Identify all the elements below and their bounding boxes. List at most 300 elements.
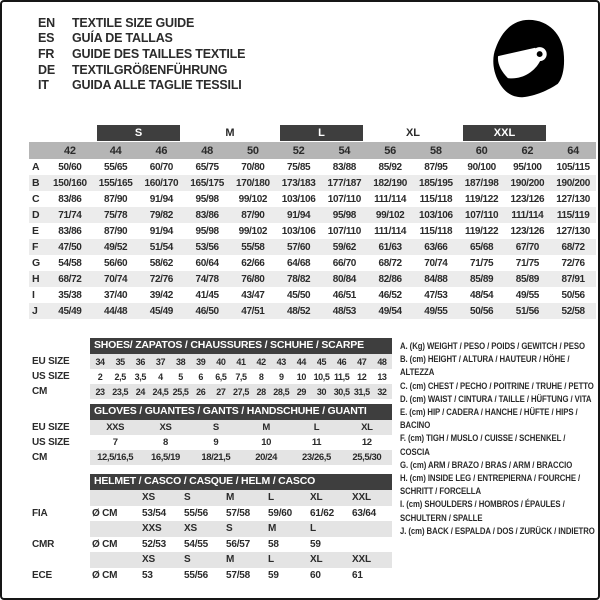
value-cell: 127/130: [556, 225, 590, 237]
value-cell: 51/56: [515, 305, 540, 317]
value-cell: S: [184, 492, 191, 504]
value-cell: 90/100: [467, 161, 496, 173]
row-label: US SIZE: [32, 371, 70, 382]
value-cell: 155/165: [98, 177, 133, 189]
value-cell: XXL: [352, 492, 371, 504]
value-cell: 119/122: [465, 193, 499, 205]
value-cell: 28,5: [273, 386, 290, 397]
row-letter: B: [32, 177, 40, 189]
value-cell: 49/54: [378, 305, 402, 317]
size-number-cell: 60: [475, 144, 488, 157]
value-cell: 70/80: [241, 161, 265, 173]
value-cell: 10: [261, 437, 272, 448]
value-cell: 79/82: [149, 209, 174, 221]
value-cell: 37: [155, 356, 166, 367]
value-cell: 30,5: [333, 386, 350, 397]
value-cell: 95/100: [513, 161, 542, 173]
helmet-row: [29, 537, 392, 553]
measurement-row: [29, 159, 596, 175]
value-cell: 7: [112, 437, 118, 448]
value-cell: M: [226, 492, 235, 504]
value-cell: 52/58: [561, 305, 585, 317]
value-cell: 55/65: [103, 161, 128, 173]
value-cell: 185/195: [419, 177, 453, 189]
value-cell: 45/50: [286, 289, 311, 301]
helmet-title-bar: HELMET / CASCO / CASQUE / HELM / CASCO: [90, 474, 392, 490]
legend-item: C. (cm) CHEST / PECHO / POITRINE / TRUHE / PETTO: [400, 380, 594, 392]
value-cell: 99/102: [238, 193, 268, 205]
gloves-title-row: [29, 404, 392, 420]
measurement-row: [29, 207, 596, 223]
value-cell: 41: [236, 356, 246, 367]
value-cell: 64/68: [286, 257, 311, 269]
row-label: EU SIZE: [32, 422, 70, 433]
value-cell: 76/80: [241, 273, 265, 285]
value-cell: 50/56: [469, 305, 494, 317]
value-cell: 87/90: [103, 193, 128, 205]
value-cell: 61: [352, 569, 363, 581]
gloves-title-bar: GLOVES / GUANTES / GANTS / HANDSCHUHE / GUANTI: [90, 404, 392, 420]
row-letter: D: [32, 209, 40, 221]
value-cell: 44/48: [103, 305, 128, 317]
row-label: US SIZE: [32, 437, 70, 448]
helmet-table: [29, 474, 392, 583]
value-cell: 190/200: [556, 177, 590, 189]
value-cell: 31,5: [353, 386, 370, 397]
shoes-rows: [29, 354, 392, 399]
measurement-row: [29, 191, 596, 207]
legend-item: J. (cm) BACK / ESPALDA / DOS / ZURÜCK / INDIETRO: [400, 525, 595, 537]
value-cell: 165/175: [190, 177, 224, 189]
value-cell: 53: [142, 569, 153, 581]
language-row: [38, 62, 245, 78]
value-cell: M: [226, 554, 235, 566]
value-cell: XL: [310, 492, 323, 504]
value-cell: L: [268, 492, 274, 504]
value-cell: 115/118: [419, 193, 453, 205]
value-cell: 65/75: [195, 161, 219, 173]
value-cell: 44: [296, 356, 306, 367]
value-cell: 30: [316, 386, 327, 397]
value-cell: 26: [196, 386, 206, 397]
value-cell: 99/102: [238, 225, 268, 237]
value-cell: 54/55: [184, 538, 209, 550]
language-title: GUIDE DES TAILLES TEXTILE: [72, 46, 246, 61]
legend-item: G. (cm) ARM / BRAZO / BRAS / ARM / BRACCIO: [400, 459, 573, 471]
row-label: CM: [32, 386, 48, 397]
value-cell: 111/114: [511, 209, 544, 221]
value-cell: 48: [377, 356, 387, 367]
value-cell: 8: [163, 437, 168, 448]
value-cell: 39/42: [149, 289, 174, 301]
value-cell: 123/126: [510, 225, 545, 237]
value-cell: 177/187: [327, 177, 362, 189]
value-cell: 24: [135, 386, 145, 397]
value-cell: 11: [311, 437, 322, 448]
size-number-cell: 46: [155, 144, 168, 157]
value-cell: S: [184, 554, 191, 566]
value-cell: 12,5/16,5: [97, 452, 134, 463]
value-cell: XS: [159, 422, 172, 433]
value-cell: 46/50: [195, 305, 219, 317]
measurement-row: [29, 271, 596, 287]
value-cell: 57/58: [226, 507, 251, 519]
value-cell: 72/76: [561, 257, 585, 269]
value-cell: 3,5: [134, 371, 146, 382]
value-cell: 46/52: [378, 289, 402, 301]
row-label: CM: [32, 452, 48, 463]
shoes-row: [29, 384, 392, 399]
value-cell: 123/126: [510, 193, 545, 205]
legend-item: I. (cm) SHOULDERS / HOMBROS / ÉPAULES / SCHULTERN / SPALLE: [400, 499, 565, 524]
value-cell: 61/62: [310, 507, 335, 519]
value-cell: 9: [278, 371, 284, 382]
language-code: ES: [38, 31, 55, 46]
measurement-row: [29, 287, 596, 303]
value-cell: 50/56: [561, 289, 585, 301]
value-cell: 74/78: [195, 273, 219, 285]
value-cell: 56/57: [226, 538, 251, 550]
racing-helmet-icon: [480, 15, 568, 103]
value-cell: 47/51: [241, 305, 265, 317]
helmet-row: [29, 506, 392, 522]
measurement-row: [29, 303, 596, 319]
language-title-list: [38, 15, 245, 93]
value-cell: S: [226, 523, 233, 535]
value-cell: 47/53: [424, 289, 448, 301]
value-cell: 2,5: [114, 371, 126, 382]
value-cell: 32: [377, 386, 387, 397]
value-cell: 87/95: [424, 161, 448, 173]
language-row: [38, 15, 245, 31]
value-cell: 23: [95, 386, 105, 397]
gloves-rows: [29, 420, 392, 465]
value-cell: XL: [361, 422, 373, 433]
value-cell: 37/40: [103, 289, 128, 301]
value-cell: XXL: [352, 554, 371, 566]
legend-item: F. (cm) TIGH / MUSLO / CUISSE / SCHENKEL / COSCIA: [400, 433, 566, 458]
value-cell: 68/72: [378, 257, 402, 269]
value-cell: 95/98: [195, 193, 219, 205]
value-cell: 49/52: [103, 241, 128, 253]
value-cell: M: [262, 422, 270, 433]
value-cell: 5: [178, 371, 183, 382]
value-cell: 72/76: [149, 273, 174, 285]
value-cell: 60/70: [149, 161, 174, 173]
value-cell: 71/75: [469, 257, 494, 269]
value-cell: XS: [142, 492, 155, 504]
value-cell: 43: [276, 356, 286, 367]
value-cell: 61/63: [378, 241, 402, 253]
value-cell: 27,5: [233, 386, 249, 397]
helmet-row: [29, 521, 392, 537]
value-cell: 60: [310, 569, 321, 581]
value-cell: 13: [377, 371, 387, 382]
value-cell: 70/74: [103, 273, 128, 285]
value-cell: 85/89: [515, 273, 540, 285]
value-cell: Ø CM: [92, 569, 118, 581]
value-cell: 58/62: [149, 257, 174, 269]
size-number-cell: 64: [567, 144, 580, 157]
size-number-cell: 50: [246, 144, 259, 157]
value-cell: 56/60: [103, 257, 128, 269]
value-cell: 84/88: [424, 273, 448, 285]
value-cell: L: [310, 523, 316, 535]
measurement-row: [29, 239, 596, 255]
value-cell: 57/58: [226, 569, 251, 581]
value-cell: 87/90: [103, 225, 128, 237]
value-cell: 85/92: [378, 161, 402, 173]
value-cell: 53/56: [195, 241, 219, 253]
value-cell: 58: [268, 538, 279, 550]
shoes-title-bar: SHOES/ ZAPATOS / CHAUSSURES / SCHUHE / SCARPE: [90, 338, 392, 354]
value-cell: 42: [256, 356, 266, 367]
value-cell: 107/110: [327, 193, 361, 205]
value-cell: 59: [268, 569, 279, 581]
label-spacer: [29, 404, 90, 420]
value-cell: 67/70: [515, 241, 540, 253]
value-cell: 54/58: [58, 257, 82, 269]
language-code: DE: [38, 62, 55, 77]
size-group-header: [29, 123, 596, 142]
value-cell: 173/183: [281, 177, 316, 189]
language-row: [38, 77, 245, 93]
value-cell: 170/180: [236, 177, 270, 189]
row-letter: H: [32, 273, 40, 285]
value-cell: 119/122: [465, 225, 499, 237]
row-label: FIA: [32, 507, 48, 519]
value-cell: 50/60: [58, 161, 82, 173]
value-cell: 60/64: [195, 257, 219, 269]
value-cell: 55/56: [184, 569, 209, 581]
value-cell: 47: [357, 356, 367, 367]
value-cell: XXS: [142, 523, 162, 535]
gloves-row: [29, 450, 392, 465]
size-number-cell: 62: [521, 144, 534, 157]
value-cell: M: [268, 523, 277, 535]
row-letter: C: [32, 193, 40, 205]
value-cell: 187/198: [464, 177, 499, 189]
gloves-row: [29, 435, 392, 450]
value-cell: 53/54: [142, 507, 167, 519]
row-letter: G: [32, 257, 41, 269]
value-cell: L: [313, 422, 320, 433]
value-cell: 111/114: [374, 193, 407, 205]
value-cell: 45/49: [149, 305, 174, 317]
value-cell: 2: [97, 371, 103, 382]
size-number-cell: 58: [429, 144, 442, 157]
value-cell: 57/60: [286, 241, 311, 253]
label-spacer: [29, 338, 90, 354]
size-number-cell: 54: [338, 144, 351, 157]
value-cell: 6,5: [215, 371, 227, 382]
language-title: TEXTILE SIZE GUIDE: [72, 15, 195, 30]
value-cell: 65/68: [469, 241, 494, 253]
value-cell: 51/54: [149, 241, 174, 253]
value-cell: 45: [316, 356, 327, 367]
value-cell: XS: [142, 554, 155, 566]
value-cell: 59/62: [332, 241, 357, 253]
value-cell: 36: [135, 356, 145, 367]
value-cell: 55/56: [184, 507, 209, 519]
shoes-table: [29, 338, 392, 399]
value-cell: 40: [216, 356, 226, 367]
value-cell: 55/58: [241, 241, 265, 253]
value-cell: 11,5: [333, 371, 350, 382]
size-number-cell: 56: [384, 144, 397, 157]
value-cell: 83/88: [332, 161, 357, 173]
value-cell: 82/86: [378, 273, 402, 285]
helmet-title-row: [29, 474, 392, 490]
value-cell: 34: [95, 356, 105, 367]
value-cell: 71/75: [515, 257, 540, 269]
value-cell: 35/38: [58, 289, 82, 301]
legend-item: H. (cm) INSIDE LEG / ENTREPIERNA / FOURCHE / SCHRITT / FORCELLA: [400, 473, 581, 498]
row-label: CMR: [32, 538, 55, 550]
value-cell: 115/119: [556, 209, 590, 221]
measurement-row: [29, 255, 596, 271]
value-cell: 71/74: [58, 209, 82, 221]
value-cell: 103/106: [419, 209, 453, 221]
value-cell: 10,5: [313, 371, 330, 382]
value-cell: 127/130: [556, 193, 590, 205]
helmet-row: [29, 568, 392, 584]
size-group-m: M: [225, 127, 235, 139]
value-cell: 70/74: [424, 257, 448, 269]
gloves-table: [29, 404, 392, 465]
value-cell: 68/72: [58, 273, 82, 285]
value-cell: 99/102: [375, 209, 405, 221]
value-cell: 25,5/30: [352, 452, 382, 463]
size-number-cell: 52: [292, 144, 305, 157]
value-cell: 83/86: [58, 225, 82, 237]
value-cell: 6: [198, 371, 204, 382]
value-cell: 27: [216, 386, 226, 397]
value-cell: 18/21,5: [201, 452, 231, 463]
legend-item: A. (Kg) WEIGHT / PESO / POIDS / GEWITCH / PESO: [400, 341, 585, 352]
value-cell: S: [212, 422, 219, 433]
size-number-header-row: [29, 142, 596, 159]
value-cell: 95/98: [195, 225, 219, 237]
shoes-row: [29, 369, 392, 384]
value-cell: 38: [175, 356, 186, 367]
value-cell: 46/51: [332, 289, 357, 301]
value-cell: 75/78: [103, 209, 128, 221]
size-number-cell: 48: [201, 144, 214, 157]
value-cell: 103/106: [281, 193, 316, 205]
gloves-row: [29, 420, 392, 435]
legend-item: E. (cm) HIP / CADERA / HANCHE / HÜFTE / HIPS / BACINO: [400, 407, 578, 432]
value-cell: 115/118: [419, 225, 453, 237]
value-cell: 12: [361, 437, 372, 448]
value-cell: 20/24: [255, 452, 278, 463]
measurement-legend: [400, 340, 596, 538]
helmet-rows: [29, 490, 392, 583]
language-title: GUÍA DE TALLAS: [72, 31, 173, 46]
measurement-rows: [29, 159, 596, 319]
value-cell: 48/54: [469, 289, 494, 301]
size-group-s: S: [97, 125, 181, 141]
value-cell: 46: [337, 356, 347, 367]
legend-item: D. (cm) WAIST / CINTURA / TAILLE / HÜFTUNG / VITA: [400, 393, 592, 405]
value-cell: 95/98: [332, 209, 357, 221]
value-cell: 107/110: [465, 209, 499, 221]
row-letter: A: [32, 161, 40, 173]
value-cell: 160/170: [144, 177, 179, 189]
value-cell: 107/110: [327, 225, 361, 237]
value-cell: 41/45: [195, 289, 219, 301]
value-cell: 80/84: [332, 273, 357, 285]
value-cell: 83/86: [58, 193, 82, 205]
row-label: ECE: [32, 569, 52, 581]
value-cell: XS: [184, 523, 197, 535]
value-cell: 111/114: [374, 225, 407, 237]
value-cell: 103/106: [281, 225, 316, 237]
value-cell: 48/53: [332, 305, 357, 317]
value-cell: 10: [296, 371, 306, 382]
value-cell: 12: [357, 371, 367, 382]
value-cell: XXS: [106, 422, 125, 433]
value-cell: 83/86: [195, 209, 219, 221]
value-cell: 68/72: [561, 241, 585, 253]
shoes-row: [29, 354, 392, 369]
label-spacer: [29, 474, 90, 490]
value-cell: 91/94: [149, 225, 174, 237]
value-cell: 45/49: [58, 305, 82, 317]
value-cell: 49/55: [424, 305, 448, 317]
legend-item: B. (cm) HEIGHT / ALTURA / HAUTEUR / HÖHE / ALTEZZA: [400, 354, 570, 379]
size-number-cell: 42: [63, 144, 76, 157]
row-label: EU SIZE: [32, 356, 70, 367]
value-cell: 52/53: [142, 538, 167, 550]
value-cell: 35: [115, 356, 125, 367]
value-cell: 16,5/19: [151, 452, 180, 463]
value-cell: 75/85: [286, 161, 311, 173]
value-cell: 23,5: [112, 386, 129, 397]
language-title: TEXTILGRÖßENFÜHRUNG: [72, 62, 228, 77]
textile-size-table: [29, 123, 596, 319]
value-cell: 91/94: [149, 193, 174, 205]
row-letter: I: [32, 289, 35, 301]
value-cell: 105/115: [556, 161, 590, 173]
value-cell: 182/190: [373, 177, 407, 189]
row-letter: J: [32, 305, 38, 317]
value-cell: 87/91: [561, 273, 585, 285]
language-code: FR: [38, 46, 55, 61]
value-cell: 91/94: [286, 209, 311, 221]
value-cell: 24,5: [152, 386, 169, 397]
size-group-xl: XL: [405, 127, 421, 139]
shoes-title-row: [29, 338, 392, 354]
value-cell: 48/52: [286, 305, 311, 317]
value-cell: 9: [213, 437, 219, 448]
language-title: GUIDA ALLE TAGLIE TESSILI: [72, 78, 242, 93]
value-cell: 63/66: [424, 241, 448, 253]
helmet-row: [29, 552, 392, 568]
size-group-l: L: [280, 125, 364, 141]
value-cell: L: [268, 554, 274, 566]
value-cell: 59/60: [268, 507, 293, 519]
value-cell: 47/50: [58, 241, 82, 253]
language-row: [38, 46, 245, 62]
value-cell: 4: [158, 371, 163, 382]
value-cell: 78/82: [286, 273, 311, 285]
language-row: [38, 31, 245, 47]
value-cell: Ø CM: [92, 507, 118, 519]
value-cell: 59: [310, 538, 321, 550]
value-cell: 43/47: [241, 289, 265, 301]
value-cell: 85/89: [469, 273, 494, 285]
